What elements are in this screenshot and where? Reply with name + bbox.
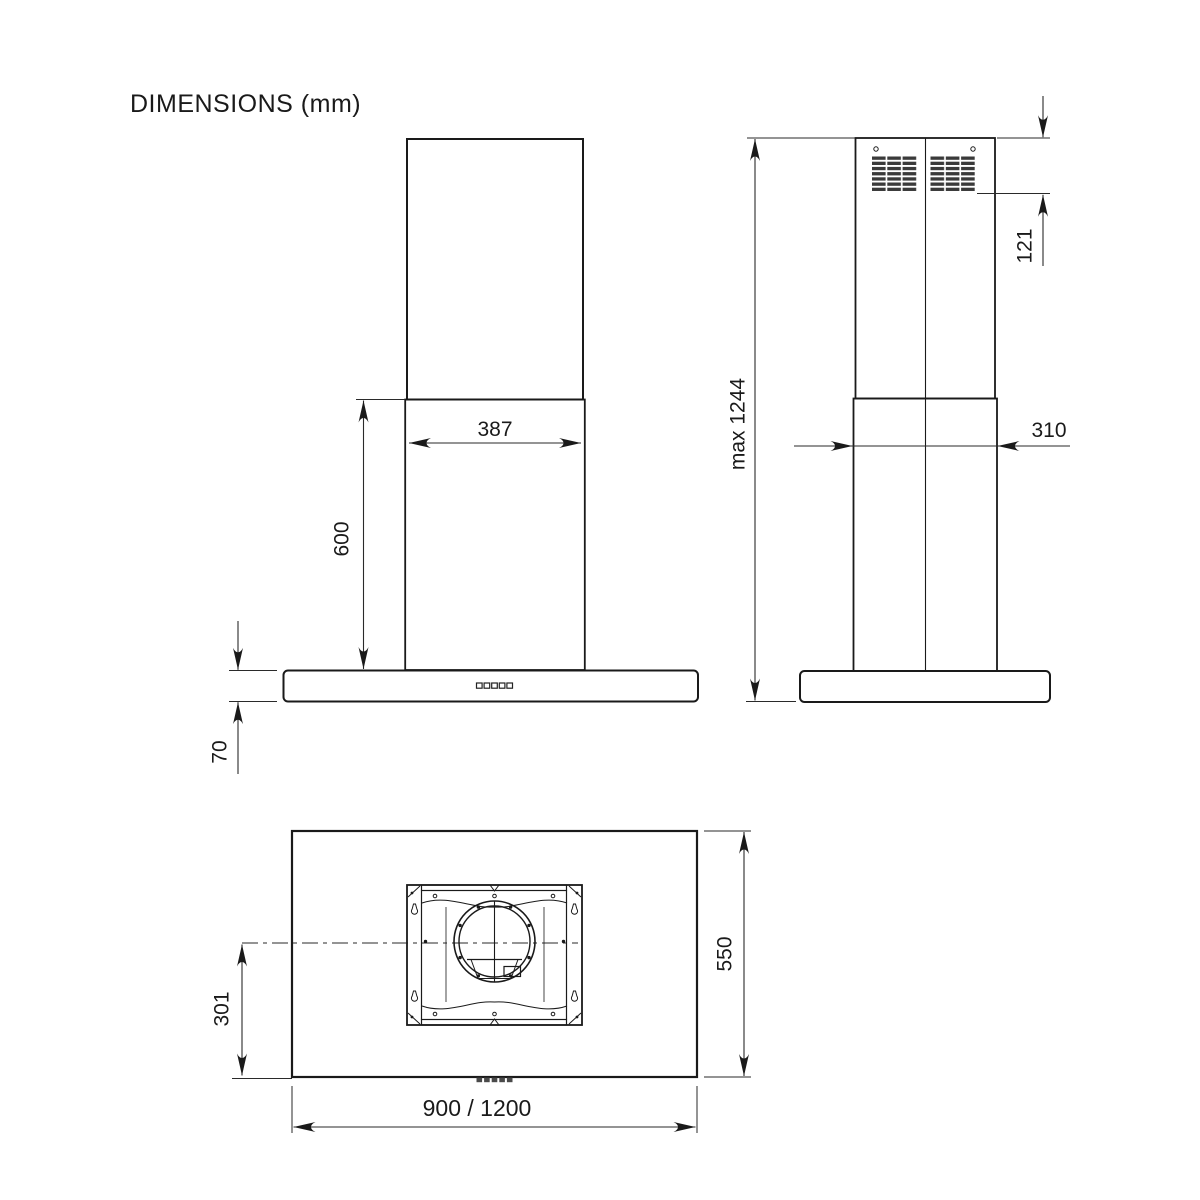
corner-bracket-line [408,1013,420,1024]
screw-hole [433,1012,437,1016]
front-hood-body [284,671,699,702]
dim-label-310: 310 [1031,419,1067,442]
dim-chimney-height [331,400,406,670]
keyhole-slot [411,991,417,1001]
flange-bolt-dot [458,956,461,959]
dim-label-550: 550 [713,936,737,972]
screw-hole [551,894,555,898]
corner-bracket-line [569,886,581,897]
corner-screw-dot [576,892,579,895]
plan-control-buttons [477,1078,513,1083]
plate-screw-dot [562,940,565,943]
control-button [492,1078,498,1083]
control-button [507,1078,513,1083]
control-button [477,683,483,688]
panel-edge-curve [422,1002,567,1009]
corner-bracket-line [569,1013,581,1024]
control-button [507,683,513,688]
page-title: DIMENSIONS (mm) [130,90,362,118]
dim-label-387: 387 [477,418,513,441]
control-button [492,683,498,688]
control-button [484,683,490,688]
keyhole-slot [411,904,417,914]
screw-hole [493,1012,497,1016]
dim-label-301: 301 [210,991,234,1027]
dim-vent-offset [977,96,1050,266]
front-chimney-upper [407,139,583,400]
flange-bolt-dot [458,924,461,927]
screw-hole [874,147,878,151]
screw-hole [971,147,975,151]
screw-hole [551,1012,555,1016]
duct-flange [454,901,535,982]
dim-chimney-depth [794,419,1070,446]
dim-label-max-1244: max 1244 [726,377,750,471]
side-hood-body [800,671,1050,702]
corner-screw-dot [411,1016,414,1019]
dim-label-600: 600 [330,521,354,557]
side-vent-grille-left [872,157,917,192]
keyhole-slot [571,991,577,1001]
keyhole-slot [571,904,577,914]
dim-duct-centre-offset [211,945,293,1079]
dim-body-height [209,621,278,774]
control-button [484,1078,490,1083]
front-control-buttons [477,683,513,688]
flange-bolt-dot [527,924,530,927]
control-button [499,1078,505,1083]
side-view [727,96,1071,702]
control-button [477,1078,483,1083]
front-view [209,139,699,774]
dim-max-height [727,138,856,702]
dim-chimney-width [409,418,581,443]
mounting-frame [407,885,582,1025]
corner-screw-dot [411,892,414,895]
dim-label-70: 70 [208,740,232,764]
dim-body-depth [704,831,751,1077]
screw-hole [433,894,437,898]
side-vent-grille-right [931,157,976,192]
corner-screw-dot [576,1016,579,1019]
flange-bolt-dot [477,905,480,908]
dim-label-900-1200: 900 / 1200 [422,1095,532,1121]
flange-bolt-dot [509,905,512,908]
screw-hole [493,894,497,898]
dim-body-width [292,1086,697,1133]
flange-bolt-dot [527,956,530,959]
dim-label-121: 121 [1013,228,1037,264]
control-button [499,683,505,688]
corner-bracket-line [408,886,420,897]
plate-screw-dot [424,940,427,943]
plan-view [211,831,752,1133]
